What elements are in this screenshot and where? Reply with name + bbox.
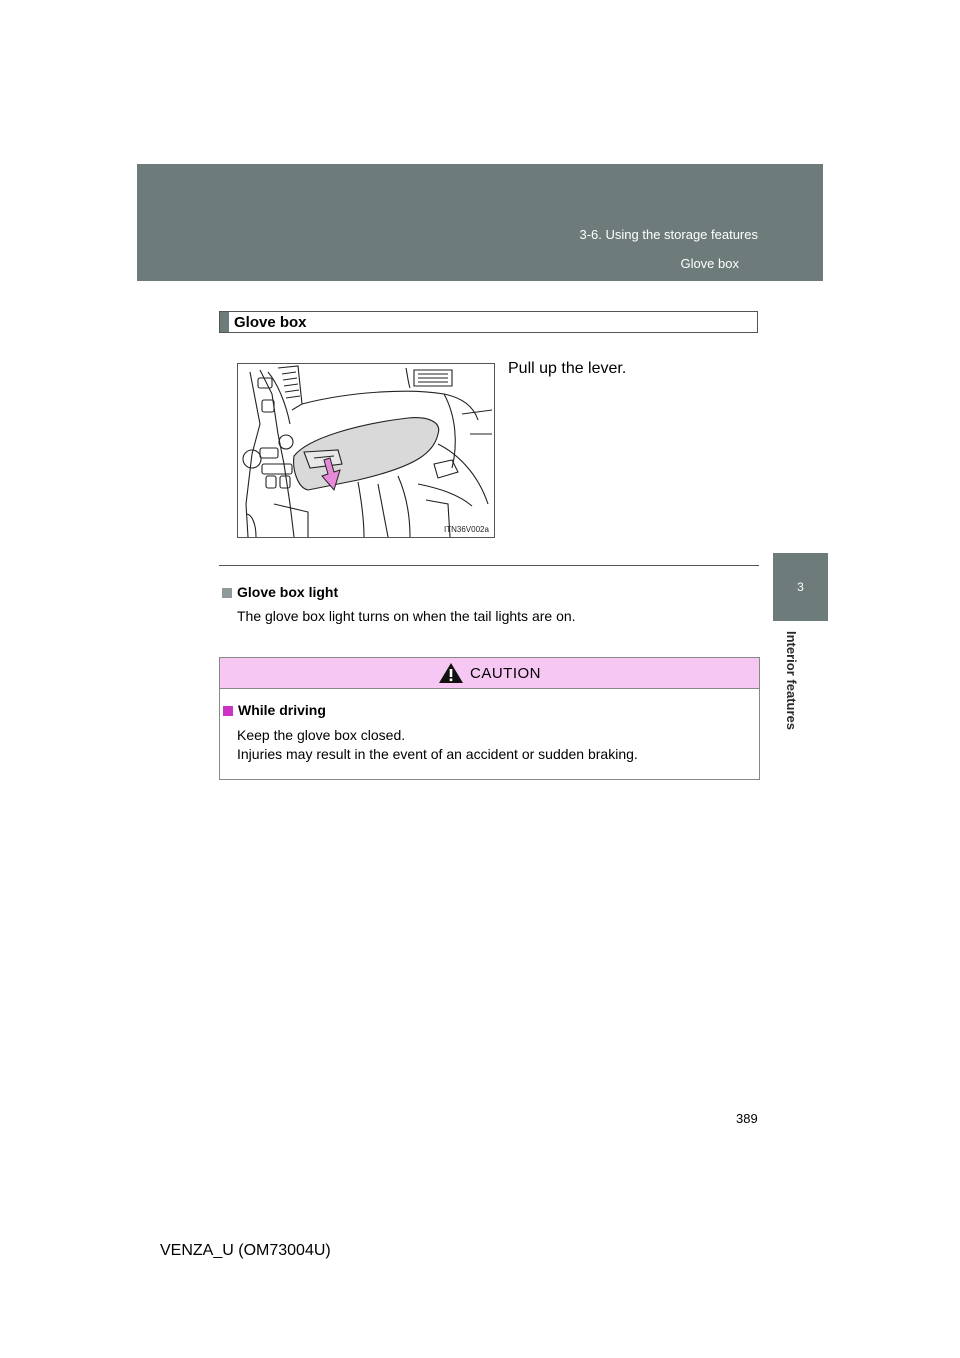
note-heading bbox=[222, 584, 338, 600]
step-instruction: Pull up the lever. bbox=[508, 360, 627, 377]
caution-header bbox=[220, 658, 759, 689]
illustration-code: ITN36V002a bbox=[444, 525, 489, 534]
section-title-accent bbox=[220, 312, 229, 332]
warning-triangle-icon bbox=[438, 662, 464, 684]
chapter-tab bbox=[773, 553, 828, 621]
chapter-number: 3 bbox=[797, 580, 804, 594]
note-bullet-icon bbox=[222, 588, 232, 598]
page-number: 389 bbox=[736, 1111, 758, 1126]
glove-box-illustration bbox=[237, 363, 495, 538]
caution-box bbox=[219, 657, 760, 780]
header-subsection-title: Glove box bbox=[680, 256, 739, 271]
chapter-label bbox=[781, 627, 801, 733]
caution-label: CAUTION bbox=[470, 664, 541, 682]
caution-bullet-icon bbox=[223, 706, 233, 716]
chapter-title: Interior features bbox=[783, 630, 799, 730]
caution-line: Injuries may result in the event of an accident or sudden braking. bbox=[237, 746, 638, 762]
header-section-title: 3-6. Using the storage features bbox=[579, 227, 758, 242]
caution-line: Keep the glove box closed. bbox=[237, 727, 406, 743]
section-title: Glove box bbox=[234, 314, 307, 331]
section-divider bbox=[219, 565, 759, 566]
section-title-box bbox=[219, 311, 758, 333]
footer-model-code: VENZA_U (OM73004U) bbox=[160, 1242, 331, 1259]
caution-heading-text: While driving bbox=[238, 702, 326, 718]
note-body: The glove box light turns on when the tail lights are on. bbox=[237, 608, 576, 624]
page-header-band bbox=[137, 164, 823, 281]
caution-heading bbox=[223, 702, 326, 718]
note-heading-text: Glove box light bbox=[237, 584, 339, 600]
